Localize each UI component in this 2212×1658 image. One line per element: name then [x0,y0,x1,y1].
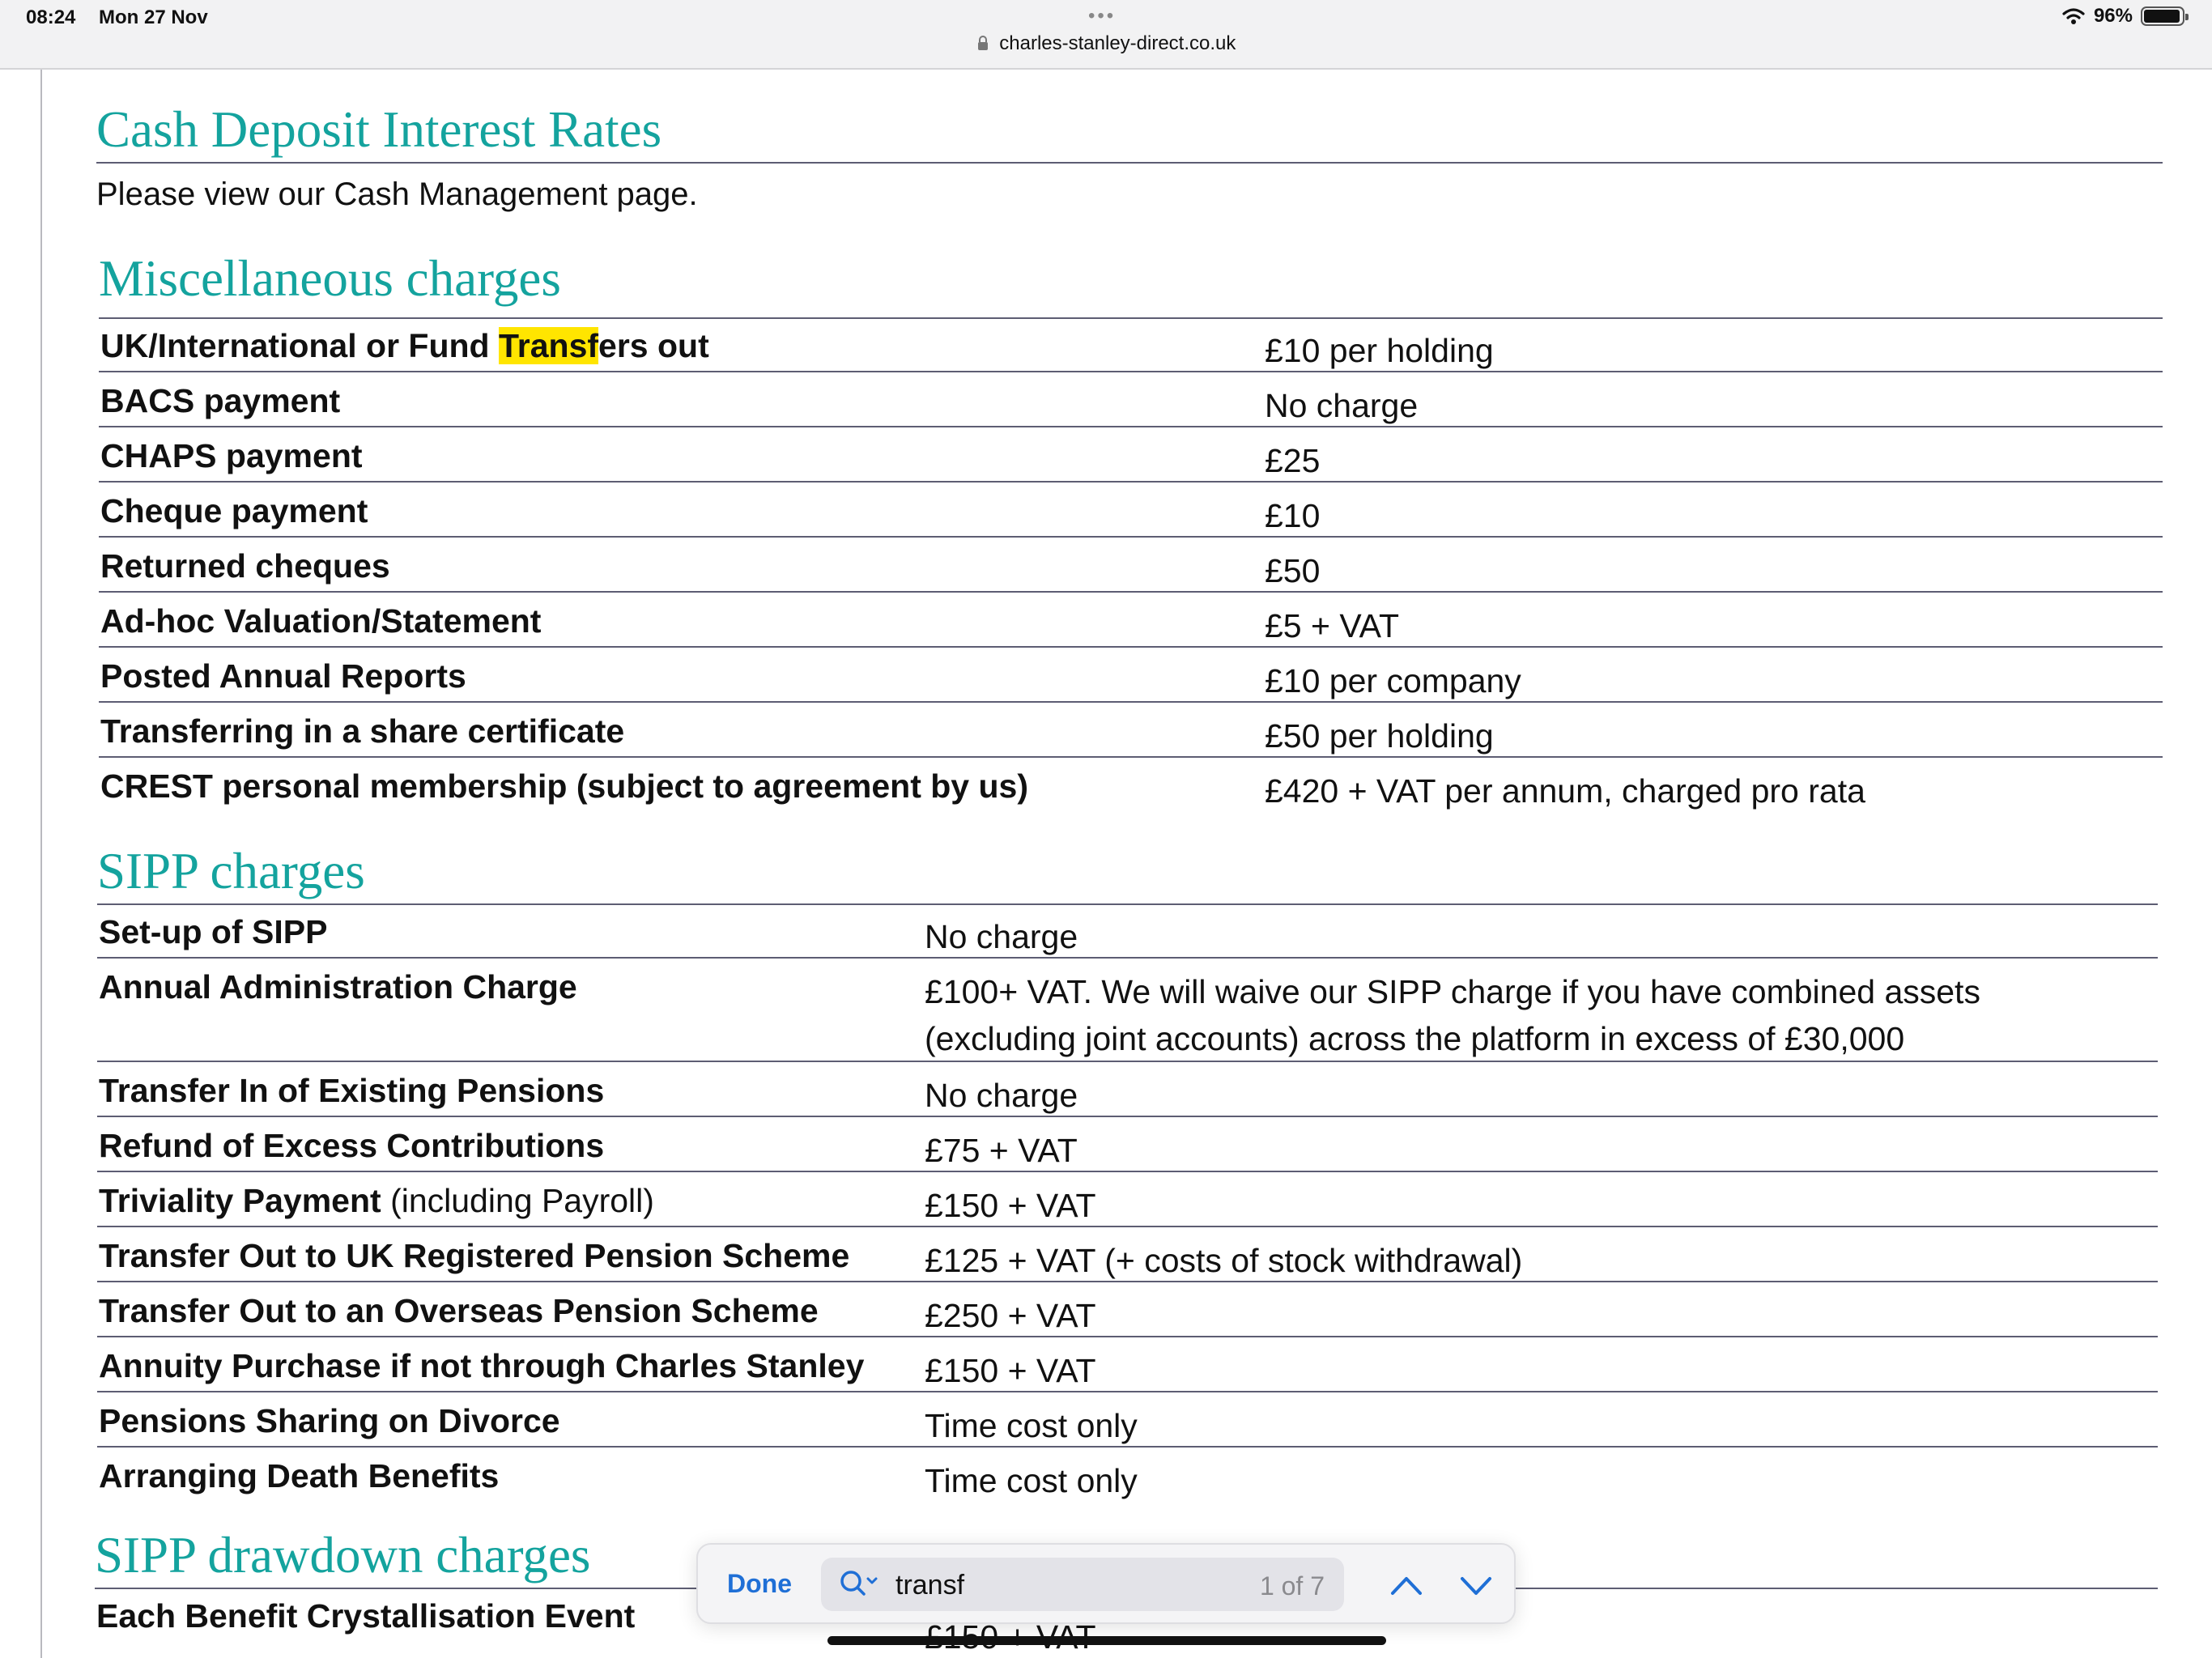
charge-label: BACS payment [100,382,341,419]
table-row [99,759,2163,813]
charge-value: Time cost only [925,1462,1138,1499]
table-row [99,429,2163,483]
charge-label: Transfer Out to an Overseas Pension Scheme [99,1292,819,1329]
table-row [99,319,2163,372]
wifi-icon [2061,6,2086,26]
charge-label: Each Benefit Crystallisation Event [96,1597,636,1635]
previous-match-icon[interactable] [1388,1569,1425,1601]
charge-value: £50 per holding [1265,717,1494,755]
charge-value: £150 + VAT [925,1187,1096,1224]
table-row [97,1229,2158,1282]
table-row [97,1449,2158,1503]
tab-overview-dots[interactable]: ••• [1088,5,1117,27]
status-time: 08:24 [26,6,76,28]
home-indicator[interactable] [827,1636,1386,1645]
label-text: ers out [598,327,709,364]
browser-top-bar [0,0,2212,70]
charge-label [99,1182,654,1220]
charge-value: £100+ VAT. We will waive our SIPP charge if you have combined assets (excluding joint accounts) across the platform in excess of £30,000 [925,973,1980,1057]
table-row [99,594,2163,648]
charge-value: £75 + VAT [925,1132,1078,1169]
charge-label: Posted Annual Reports [100,657,466,695]
charge-label: Transferring in a share certificate [100,712,625,750]
charge-value: £50 [1265,552,1321,589]
sipp-drawdown-heading: SIPP drawdown charges [95,1527,591,1584]
find-search-field[interactable] [821,1558,1344,1611]
done-button[interactable]: Done [727,1569,792,1598]
charge-label: Returned cheques [100,547,390,585]
next-match-icon[interactable] [1457,1569,1495,1601]
charge-label: Arranging Death Benefits [99,1457,500,1494]
address-bar[interactable] [0,32,2212,55]
table-row [97,960,2158,1062]
table-row [97,1119,2158,1172]
search-match-highlight: Transf [498,327,599,364]
table-row [99,704,2163,758]
find-in-page-bar [696,1543,1516,1624]
table-row [97,905,2158,959]
status-date: Mon 27 Nov [99,6,208,28]
charge-value: No charge [1265,387,1419,424]
charge-value: £5 + VAT [1265,607,1399,644]
charge-label: CREST personal membership (subject to agreement by us) [100,767,1028,805]
table-row [97,1284,2158,1337]
find-query-text[interactable]: transf [895,1570,965,1601]
table-row [97,1339,2158,1392]
table-row [97,1174,2158,1227]
charge-label: Refund of Excess Contributions [99,1127,605,1164]
label-text: UK/International or Fund [100,327,499,364]
charge-label: Annuity Purchase if not through Charles Stanley [99,1347,865,1384]
charge-label [100,327,709,365]
search-icon[interactable] [839,1569,879,1600]
charge-value: £250 + VAT [925,1297,1096,1334]
charge-label: Pensions Sharing on Divorce [99,1402,560,1439]
page-left-border [40,70,42,1658]
charge-label: Annual Administration Charge [99,968,577,1005]
charge-value: £420 + VAT per annum, charged pro rata [1265,772,1865,810]
label-text: Triviality Payment [99,1182,381,1219]
charge-value: £25 [1265,442,1321,479]
charge-value: Time cost only [925,1407,1138,1444]
status-indicators [2061,5,2184,28]
table-row [97,1394,2158,1448]
charge-value: No charge [925,1077,1078,1114]
table-row [97,1064,2158,1117]
charge-value: £10 [1265,497,1321,534]
label-note: (including Payroll) [381,1182,654,1219]
charge-label: Cheque payment [100,492,368,529]
battery-icon [2141,6,2184,26]
charge-label: Transfer Out to UK Registered Pension Scheme [99,1237,850,1274]
charge-label: CHAPS payment [100,437,363,474]
charge-value: No charge [925,918,1078,955]
table-row [99,539,2163,593]
charge-value: £10 per company [1265,662,1521,699]
misc-charges-heading: Miscellaneous charges [99,250,561,307]
charge-value: £10 per holding [1265,332,1494,369]
cash-deposit-heading: Cash Deposit Interest Rates [96,101,662,158]
charge-value: £150 + VAT [925,1352,1096,1389]
table-row [99,649,2163,703]
section-rule [96,162,2163,164]
charge-label: Transfer In of Existing Pensions [99,1072,605,1109]
battery-percentage: 96% [2093,5,2133,27]
sipp-charges-heading: SIPP charges [97,843,365,899]
table-row [99,374,2163,427]
lock-icon [976,35,989,51]
url-text: charles-stanley-direct.co.uk [999,32,1236,54]
match-count: 1 of 7 [1259,1571,1325,1601]
table-row [99,484,2163,538]
charge-label: Set-up of SIPP [99,913,328,950]
cash-management-text[interactable]: Please view our Cash Management page. [96,176,698,212]
charge-value: £125 + VAT (+ costs of stock withdrawal) [925,1242,1523,1279]
charge-label: Ad-hoc Valuation/Statement [100,602,542,640]
